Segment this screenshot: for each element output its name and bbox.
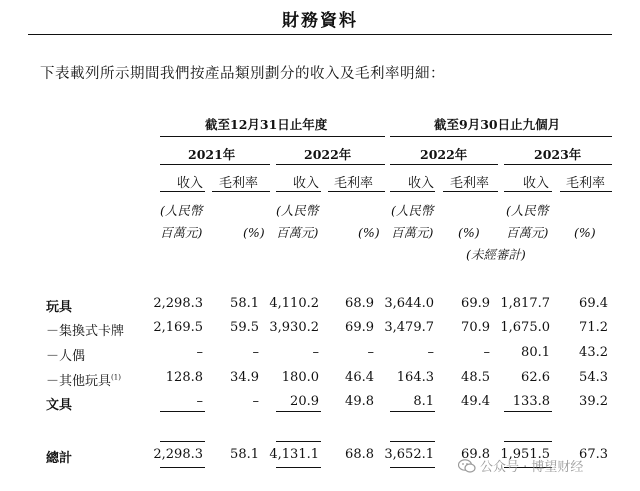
- subtotal-rule: [276, 411, 321, 412]
- cell: 43.2: [579, 345, 608, 360]
- unit-pct-2: (%): [358, 225, 380, 240]
- subtotal-rule: [390, 411, 435, 412]
- cell: –: [483, 345, 490, 360]
- col-margin-2: 毛利率: [334, 176, 374, 191]
- unit-pct-1: (%): [243, 225, 265, 240]
- col-rule: [560, 191, 612, 192]
- cell: 164.3: [396, 370, 434, 385]
- cell: 180.0: [281, 370, 319, 385]
- unit-rmb-2: (人民幣 百萬元): [276, 203, 319, 240]
- title-divider: [28, 34, 612, 35]
- unit-pct-3: (%): [458, 225, 480, 240]
- col-rule: [328, 191, 385, 192]
- col-margin-4: 毛利率: [566, 176, 606, 191]
- total-rule-bottom: [276, 467, 321, 468]
- cell: –: [252, 345, 259, 360]
- col-revenue-1: 收入: [177, 176, 204, 191]
- cell: 2,298.3: [153, 296, 203, 311]
- cell: 34.9: [230, 370, 259, 385]
- cell: 4,110.2: [269, 296, 319, 311]
- cell: 70.9: [461, 320, 490, 335]
- cell: 1,675.0: [500, 320, 550, 335]
- unit-rmb-1: (人民幣 百萬元): [160, 203, 203, 240]
- total-rule-top: [160, 441, 205, 442]
- cell: 80.1: [521, 345, 550, 360]
- col-rule: [160, 191, 205, 192]
- total-rule-bottom: [160, 467, 205, 468]
- row-label: －其他玩具$^{(1)}$: [46, 373, 121, 389]
- cell: 3,644.0: [384, 296, 434, 311]
- col-margin-1: 毛利率: [219, 176, 259, 191]
- year-header-1: 2021年: [188, 147, 236, 162]
- col-revenue-2: 收入: [293, 176, 320, 191]
- col-rule: [504, 191, 552, 192]
- cell: 4,131.1: [269, 447, 319, 462]
- year-header-3: 2022年: [420, 147, 468, 162]
- row-label: 文具: [46, 398, 73, 413]
- cell: –: [367, 345, 374, 360]
- cell: 1,951.5: [500, 447, 550, 462]
- col-revenue-4: 收入: [523, 176, 550, 191]
- col-rule: [443, 191, 498, 192]
- year-header-2: 2022年: [304, 147, 352, 162]
- cell: 69.4: [579, 296, 608, 311]
- cell: 58.1: [230, 447, 259, 462]
- cell: –: [196, 394, 203, 409]
- cell: 68.9: [345, 296, 374, 311]
- header-nine-months: 截至9月30日止九個月: [434, 117, 561, 132]
- cell: 133.8: [512, 394, 550, 409]
- cell: 69.9: [461, 296, 490, 311]
- year-rule-2: [276, 164, 385, 165]
- watermark-text: 公众号 · 博望财经: [480, 460, 584, 475]
- header-rule-right: [390, 136, 612, 137]
- col-rule: [276, 191, 321, 192]
- cell: 59.5: [230, 320, 259, 335]
- col-rule: [212, 191, 270, 192]
- cell: 20.9: [290, 394, 319, 409]
- cell: 46.4: [345, 370, 374, 385]
- row-label: －人偶: [46, 349, 86, 364]
- cell: 69.9: [345, 320, 374, 335]
- cell: 69.8: [461, 447, 490, 462]
- cell: 39.2: [579, 394, 608, 409]
- col-rule: [390, 191, 435, 192]
- cell: –: [252, 394, 259, 409]
- cell: 62.6: [521, 370, 550, 385]
- intro-text: 下表載列所示期間我們按產品類別劃分的收入及毛利率明細：: [40, 66, 445, 82]
- cell: 3,930.2: [269, 320, 319, 335]
- cell: –: [427, 345, 434, 360]
- total-rule-top: [276, 441, 321, 442]
- cell: 54.3: [579, 370, 608, 385]
- cell: 1,817.7: [500, 296, 550, 311]
- year-rule-3: [390, 164, 498, 165]
- unit-rmb-4: (人民幣 百萬元): [506, 203, 549, 240]
- cell: 8.1: [413, 394, 434, 409]
- header-rule-left: [160, 136, 385, 137]
- row-label: 總計: [46, 451, 73, 466]
- cell: 3,652.1: [384, 447, 434, 462]
- cell: 49.8: [345, 394, 374, 409]
- section-title: 財務資料: [282, 11, 358, 31]
- subtotal-rule: [504, 411, 552, 412]
- watermark: [458, 456, 583, 475]
- wechat-icon: [458, 459, 476, 473]
- subtotal-rule: [160, 411, 205, 412]
- row-label: －集換式卡牌: [46, 324, 125, 339]
- cell: 67.3: [579, 447, 608, 462]
- cell: 71.2: [579, 320, 608, 335]
- footnote-marker: (1): [111, 373, 121, 382]
- total-rule-bottom: [390, 467, 435, 468]
- total-rule-top: [504, 441, 552, 442]
- cell: 48.5: [461, 370, 490, 385]
- col-margin-3: 毛利率: [450, 176, 490, 191]
- cell: 68.8: [345, 447, 374, 462]
- total-rule-top: [390, 441, 435, 442]
- year-rule-4: [504, 164, 612, 165]
- year-rule-1: [160, 164, 270, 165]
- unit-rmb-3: (人民幣 百萬元): [391, 203, 434, 240]
- unit-pct-4: (%): [574, 225, 596, 240]
- year-header-4: 2023年: [534, 147, 582, 162]
- cell: –: [312, 345, 319, 360]
- col-revenue-3: 收入: [408, 176, 435, 191]
- cell: 128.8: [165, 370, 203, 385]
- cell: 49.4: [461, 394, 490, 409]
- cell: –: [196, 345, 203, 360]
- cell: 2,298.3: [153, 447, 203, 462]
- header-year-end: 截至12月31日止年度: [205, 117, 328, 132]
- cell: 58.1: [230, 296, 259, 311]
- cell: 3,479.7: [384, 320, 434, 335]
- unit-unaudited: (未經審計): [466, 247, 526, 262]
- cell: 2,169.5: [153, 320, 203, 335]
- row-label: 玩具: [46, 300, 73, 315]
